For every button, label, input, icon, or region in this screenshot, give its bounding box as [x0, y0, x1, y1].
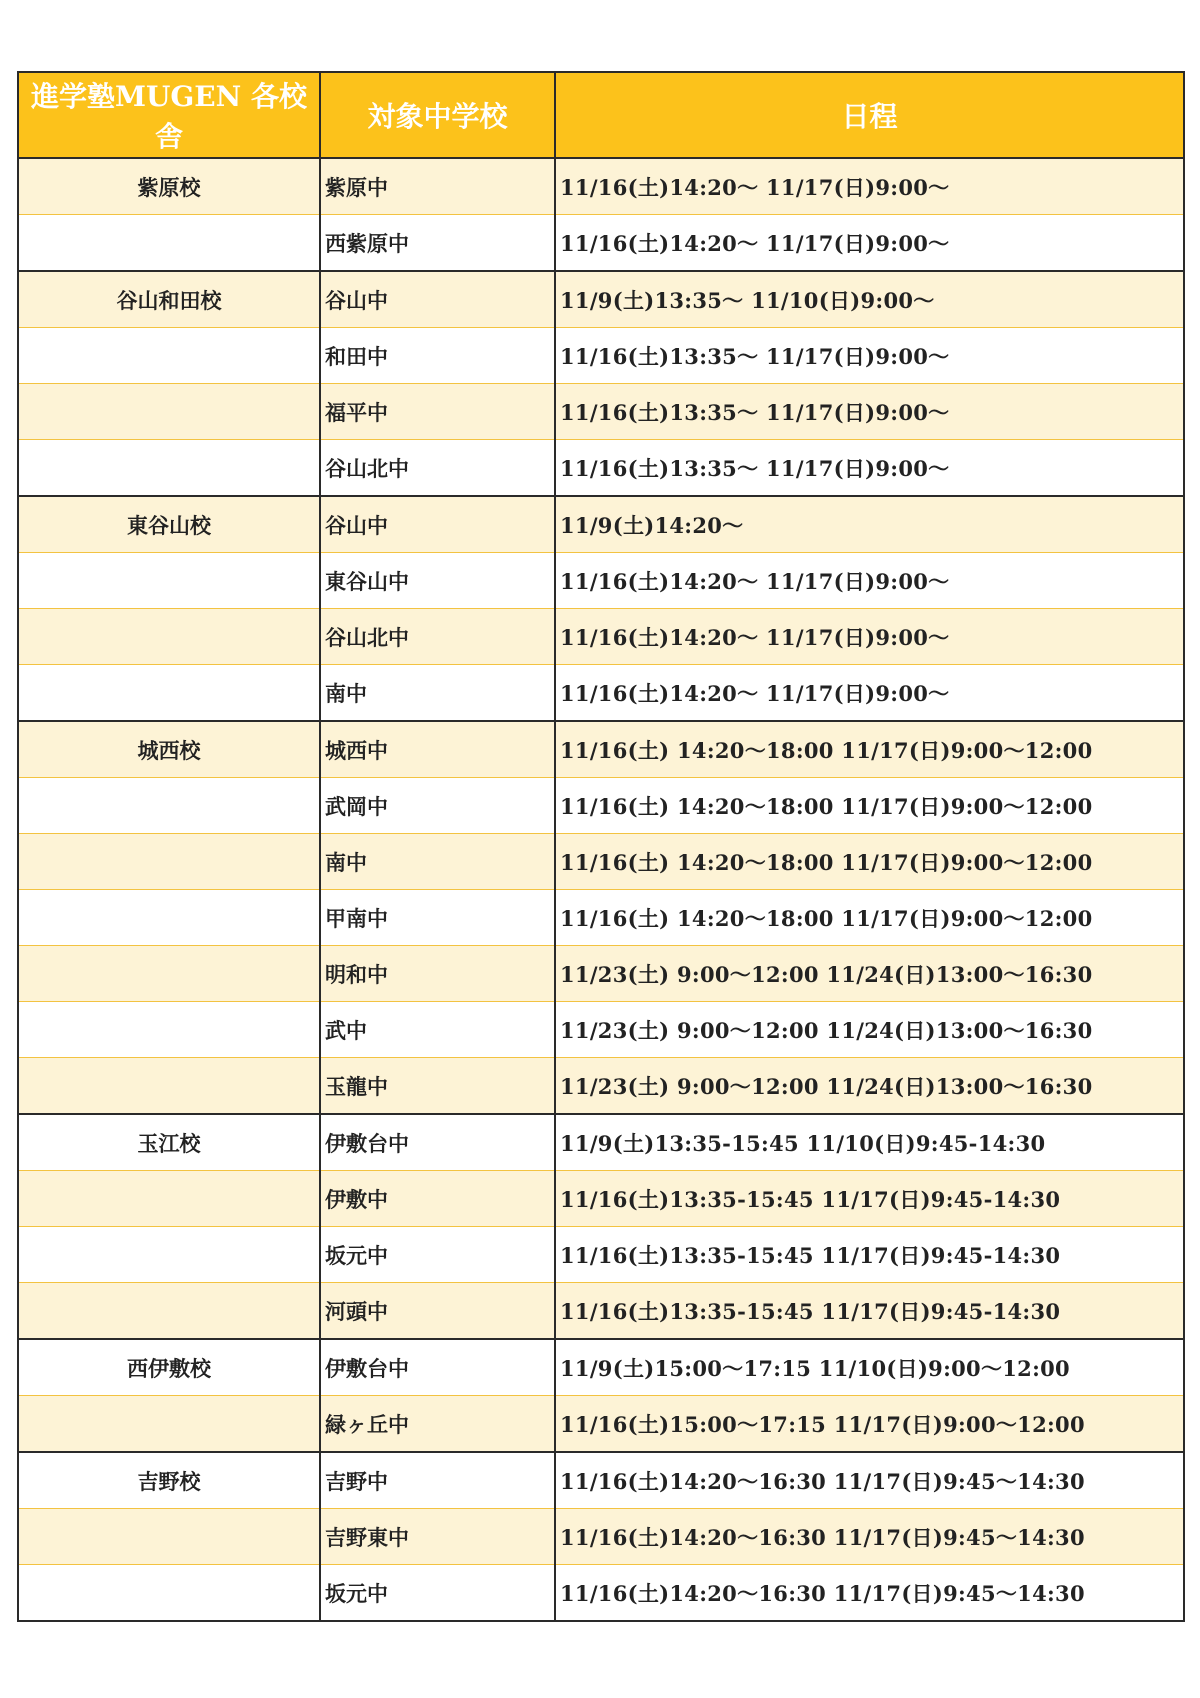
schedule-cell: 11/23(土) 9:00～12:00 11/24(日)13:00～16:30 — [555, 1002, 1184, 1058]
table-row — [18, 553, 1184, 609]
table-row — [18, 890, 1184, 946]
schedule-cell: 11/16(土)13:35-15:45 11/17(日)9:45-14:30 — [555, 1283, 1184, 1340]
school-cell: 武岡中 — [320, 778, 555, 834]
school-cell: 福平中 — [320, 384, 555, 440]
schedule-table — [17, 71, 1185, 1622]
campus-cell — [18, 440, 320, 497]
table-row — [18, 1565, 1184, 1622]
schedule-cell: 11/9(土)15:00～17:15 11/10(日)9:00～12:00 — [555, 1339, 1184, 1396]
table-row — [18, 1058, 1184, 1115]
table-row — [18, 384, 1184, 440]
table-row — [18, 328, 1184, 384]
school-cell: 南中 — [320, 834, 555, 890]
schedule-cell: 11/16(土)14:20～ 11/17(日)9:00～ — [555, 665, 1184, 722]
table-row — [18, 721, 1184, 778]
campus-cell — [18, 328, 320, 384]
schedule-cell: 11/16(土)14:20～ 11/17(日)9:00～ — [555, 215, 1184, 272]
schedule-cell: 11/16(土)14:20～ 11/17(日)9:00～ — [555, 553, 1184, 609]
table-row — [18, 496, 1184, 553]
header-school: 対象中学校 — [320, 72, 555, 158]
schedule-cell: 11/16(土) 14:20～18:00 11/17(日)9:00～12:00 — [555, 721, 1184, 778]
school-cell: 坂元中 — [320, 1227, 555, 1283]
campus-cell — [18, 834, 320, 890]
schedule-cell: 11/16(土)15:00～17:15 11/17(日)9:00～12:00 — [555, 1396, 1184, 1453]
school-cell: 谷山中 — [320, 496, 555, 553]
campus-cell — [18, 553, 320, 609]
campus-cell — [18, 1227, 320, 1283]
school-cell: 吉野東中 — [320, 1509, 555, 1565]
schedule-cell: 11/16(土)14:20～16:30 11/17(日)9:45～14:30 — [555, 1565, 1184, 1622]
schedule-cell: 11/9(土)13:35-15:45 11/10(日)9:45-14:30 — [555, 1114, 1184, 1171]
table-row — [18, 946, 1184, 1002]
school-cell: 城西中 — [320, 721, 555, 778]
school-cell: 吉野中 — [320, 1452, 555, 1509]
table-row — [18, 1396, 1184, 1453]
campus-cell — [18, 1058, 320, 1115]
campus-cell: 西伊敷校 — [18, 1339, 320, 1396]
school-cell: 甲南中 — [320, 890, 555, 946]
campus-cell — [18, 1171, 320, 1227]
school-cell: 紫原中 — [320, 158, 555, 215]
campus-cell — [18, 946, 320, 1002]
table-row — [18, 1171, 1184, 1227]
schedule-cell: 11/9(土)14:20～ — [555, 496, 1184, 553]
table-row — [18, 440, 1184, 497]
table-row — [18, 215, 1184, 272]
school-cell: 坂元中 — [320, 1565, 555, 1622]
schedule-cell: 11/16(土)13:35～ 11/17(日)9:00～ — [555, 328, 1184, 384]
table-row — [18, 1339, 1184, 1396]
school-cell: 南中 — [320, 665, 555, 722]
school-cell: 伊敷台中 — [320, 1339, 555, 1396]
table-row — [18, 271, 1184, 328]
schedule-cell: 11/23(土) 9:00～12:00 11/24(日)13:00～16:30 — [555, 1058, 1184, 1115]
campus-cell — [18, 215, 320, 272]
schedule-cell: 11/16(土)14:20～16:30 11/17(日)9:45～14:30 — [555, 1452, 1184, 1509]
table-row — [18, 778, 1184, 834]
schedule-cell: 11/16(土) 14:20～18:00 11/17(日)9:00～12:00 — [555, 834, 1184, 890]
school-cell: 和田中 — [320, 328, 555, 384]
table-row — [18, 1509, 1184, 1565]
campus-cell — [18, 1509, 320, 1565]
campus-cell: 東谷山校 — [18, 496, 320, 553]
campus-cell — [18, 1002, 320, 1058]
campus-cell: 城西校 — [18, 721, 320, 778]
header-schedule: 日程 — [555, 72, 1184, 158]
table-row — [18, 1227, 1184, 1283]
campus-cell — [18, 1396, 320, 1453]
schedule-cell: 11/16(土)14:20～ 11/17(日)9:00～ — [555, 158, 1184, 215]
table-row — [18, 1002, 1184, 1058]
schedule-cell: 11/16(土)13:35～ 11/17(日)9:00～ — [555, 384, 1184, 440]
school-cell: 東谷山中 — [320, 553, 555, 609]
school-cell: 谷山北中 — [320, 609, 555, 665]
table-row — [18, 834, 1184, 890]
campus-cell: 吉野校 — [18, 1452, 320, 1509]
school-cell: 明和中 — [320, 946, 555, 1002]
table-row — [18, 609, 1184, 665]
schedule-cell: 11/16(土)14:20～ 11/17(日)9:00～ — [555, 609, 1184, 665]
school-cell: 西紫原中 — [320, 215, 555, 272]
school-cell: 玉龍中 — [320, 1058, 555, 1115]
school-cell: 河頭中 — [320, 1283, 555, 1340]
table-row — [18, 665, 1184, 722]
school-cell: 武中 — [320, 1002, 555, 1058]
campus-cell — [18, 609, 320, 665]
header-campus: 進学塾MUGEN 各校舎 — [18, 72, 320, 158]
header-row — [18, 72, 1184, 158]
school-cell: 伊敷台中 — [320, 1114, 555, 1171]
campus-cell — [18, 890, 320, 946]
table-row — [18, 1452, 1184, 1509]
campus-cell: 谷山和田校 — [18, 271, 320, 328]
campus-cell — [18, 384, 320, 440]
schedule-cell: 11/16(土)13:35～ 11/17(日)9:00～ — [555, 440, 1184, 497]
table-row — [18, 1283, 1184, 1340]
campus-cell: 紫原校 — [18, 158, 320, 215]
school-cell: 谷山中 — [320, 271, 555, 328]
schedule-cell: 11/16(土) 14:20～18:00 11/17(日)9:00～12:00 — [555, 890, 1184, 946]
campus-cell — [18, 665, 320, 722]
table-row — [18, 1114, 1184, 1171]
schedule-cell: 11/9(土)13:35～ 11/10(日)9:00～ — [555, 271, 1184, 328]
campus-cell — [18, 778, 320, 834]
school-cell: 伊敷中 — [320, 1171, 555, 1227]
campus-cell: 玉江校 — [18, 1114, 320, 1171]
schedule-cell: 11/16(土)13:35-15:45 11/17(日)9:45-14:30 — [555, 1227, 1184, 1283]
table-row — [18, 158, 1184, 215]
school-cell: 緑ヶ丘中 — [320, 1396, 555, 1453]
campus-cell — [18, 1565, 320, 1622]
schedule-cell: 11/16(土)14:20～16:30 11/17(日)9:45～14:30 — [555, 1509, 1184, 1565]
campus-cell — [18, 1283, 320, 1340]
school-cell: 谷山北中 — [320, 440, 555, 497]
schedule-cell: 11/23(土) 9:00～12:00 11/24(日)13:00～16:30 — [555, 946, 1184, 1002]
schedule-cell: 11/16(土) 14:20～18:00 11/17(日)9:00～12:00 — [555, 778, 1184, 834]
schedule-cell: 11/16(土)13:35-15:45 11/17(日)9:45-14:30 — [555, 1171, 1184, 1227]
